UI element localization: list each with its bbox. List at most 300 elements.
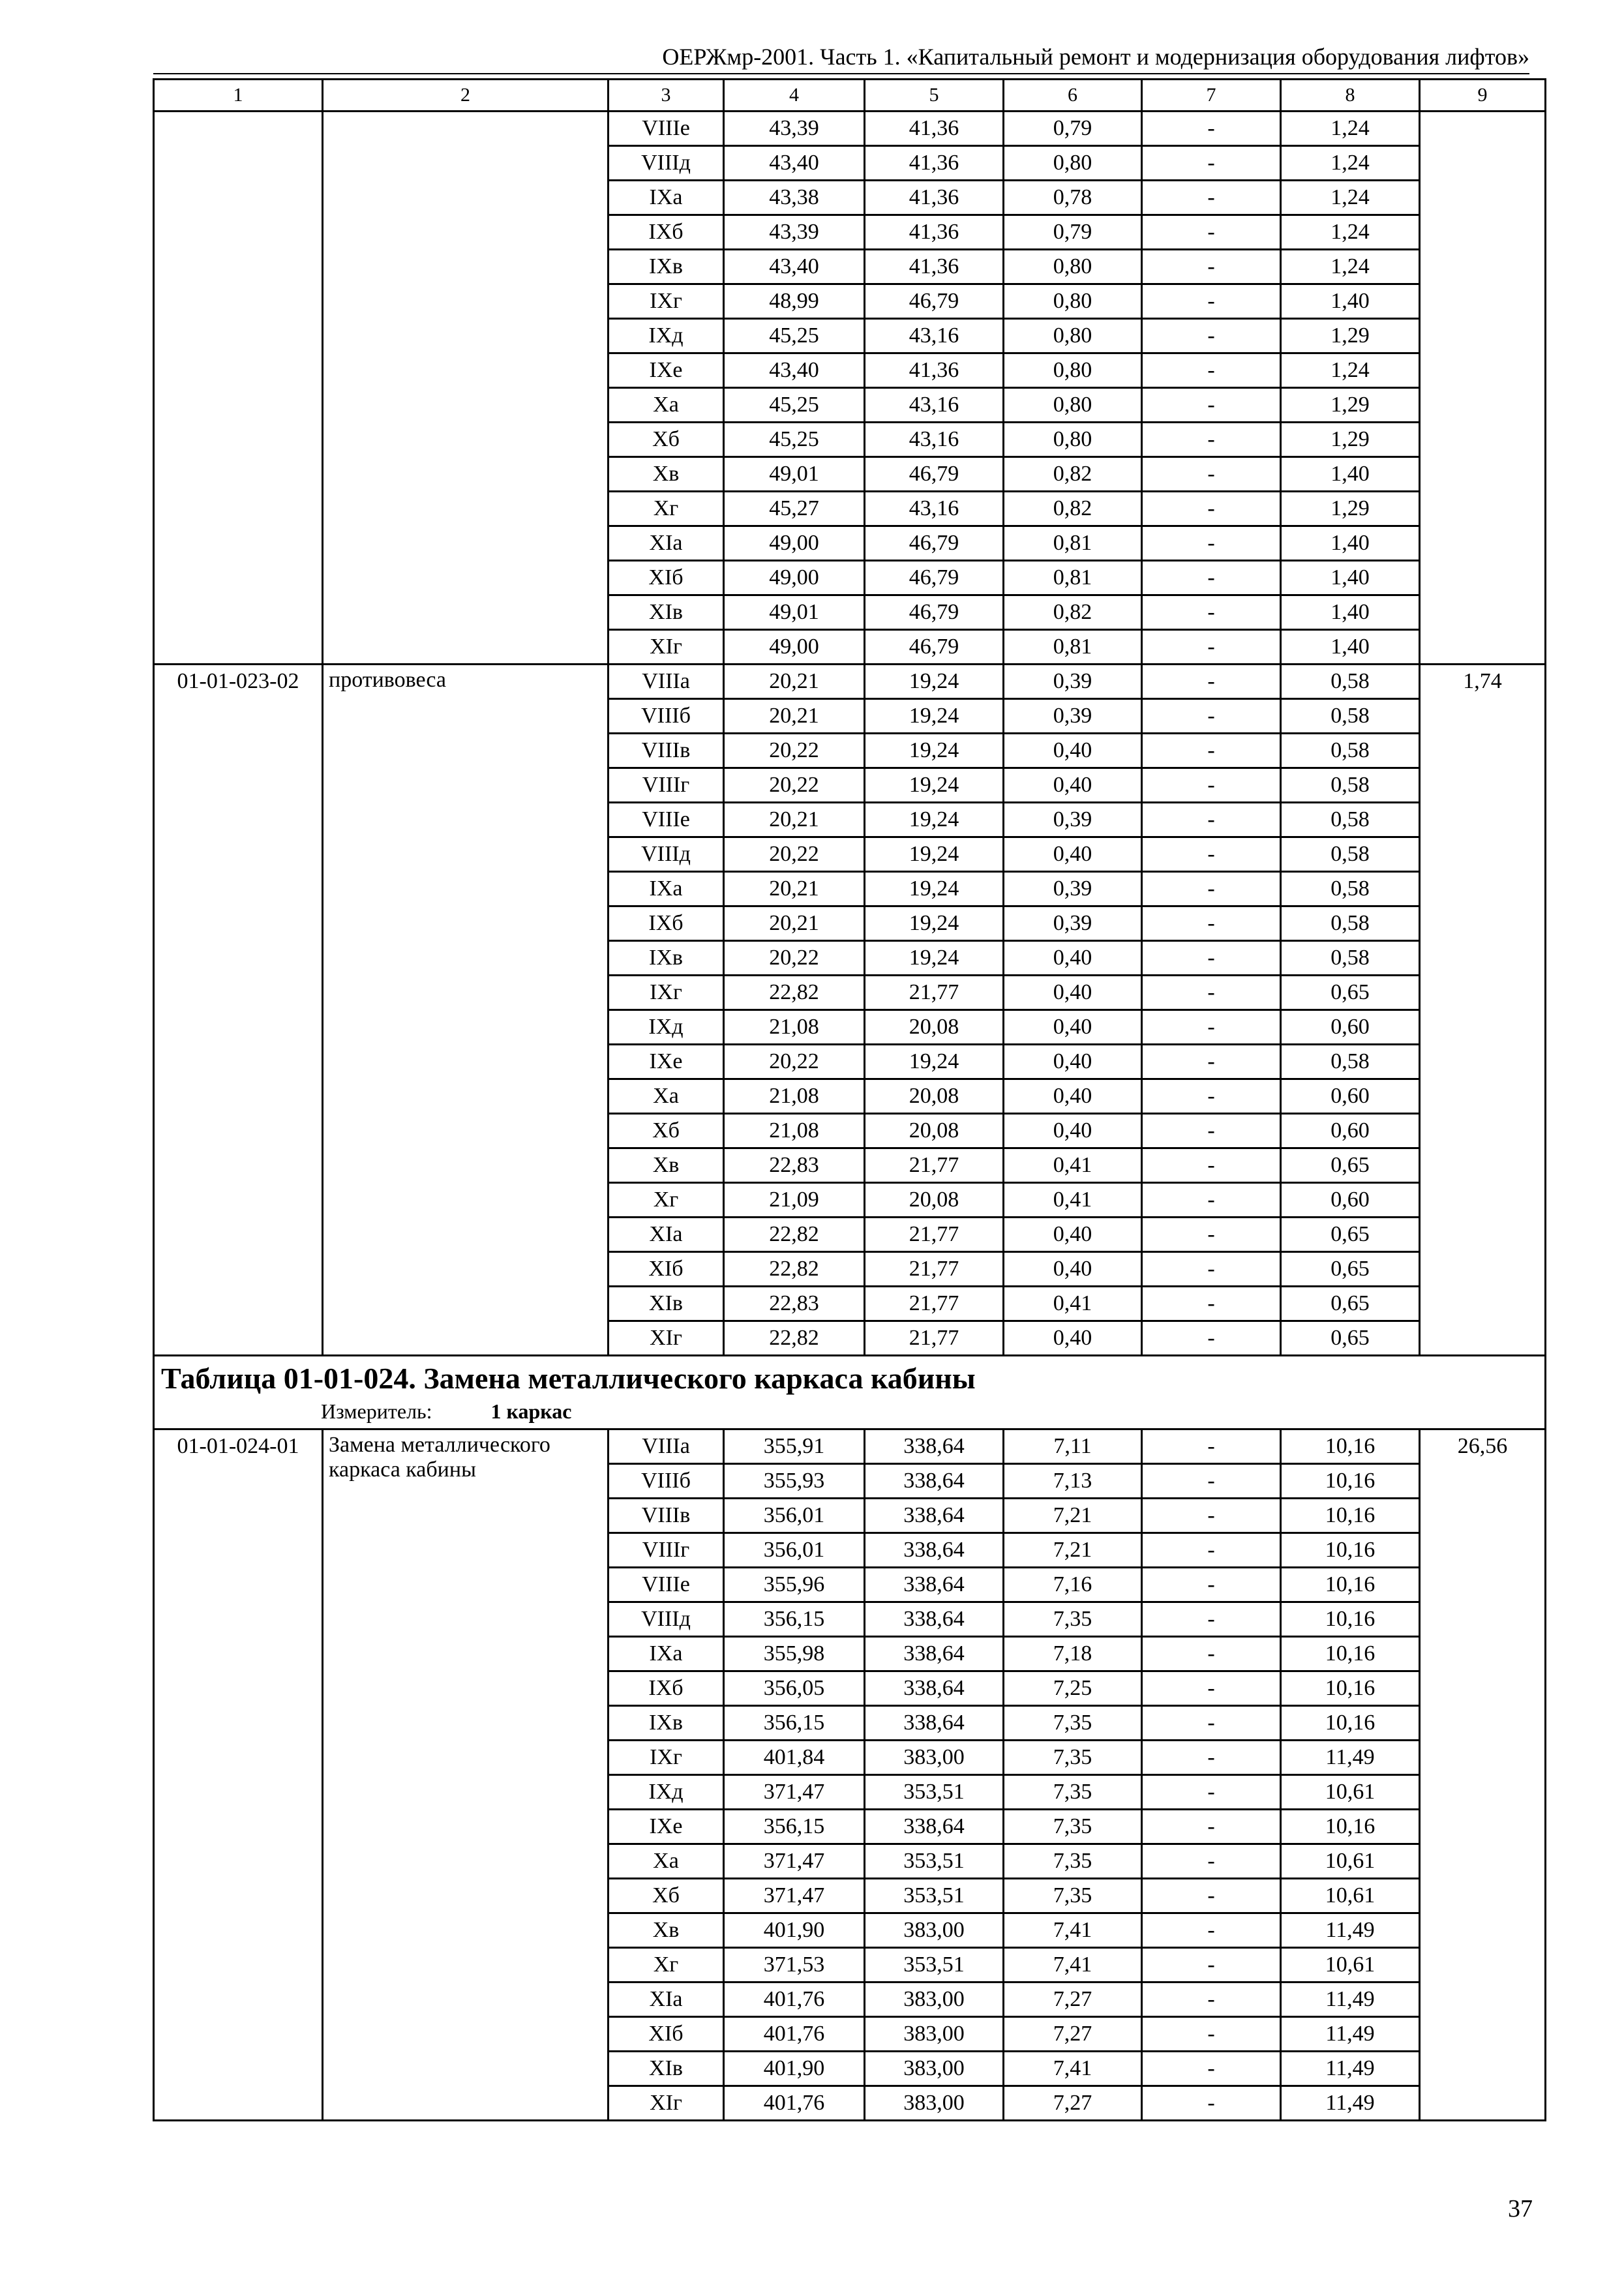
cell-zone: XIг (609, 2086, 724, 2121)
col-num: 9 (1420, 80, 1546, 112)
cell-zone: IXе (609, 1045, 724, 1079)
cell-total-cost: 20,22 (724, 768, 865, 803)
cell-labor: 10,16 (1281, 1637, 1420, 1671)
cell-wages: 21,77 (865, 1218, 1004, 1252)
cell-total-cost: 22,82 (724, 976, 865, 1010)
cell-wages: 353,51 (865, 1948, 1004, 1982)
cell-total-cost: 22,83 (724, 1148, 865, 1183)
section-header (154, 1356, 1546, 1429)
cell-machine-cost: 0,78 (1004, 181, 1142, 215)
cell-zone: XIв (609, 595, 724, 630)
cell-materials: - (1142, 872, 1281, 906)
cell-materials: - (1142, 1321, 1281, 1356)
cell-wages: 21,77 (865, 1252, 1004, 1287)
cell-wages: 338,64 (865, 1568, 1004, 1602)
cell-total-cost: 22,82 (724, 1321, 865, 1356)
cell-wages: 41,36 (865, 181, 1004, 215)
cell-machine-cost: 7,16 (1004, 1568, 1142, 1602)
cell-total-cost: 356,15 (724, 1706, 865, 1741)
work-name (323, 112, 609, 665)
cell-labor: 0,60 (1281, 1010, 1420, 1045)
cell-materials: - (1142, 457, 1281, 492)
cell-machine-cost: 0,82 (1004, 595, 1142, 630)
cell-total-cost: 355,96 (724, 1568, 865, 1602)
cell-labor: 10,16 (1281, 1706, 1420, 1741)
cell-zone: IXб (609, 1671, 724, 1706)
cell-total-cost: 355,98 (724, 1637, 865, 1671)
cell-total-cost: 49,00 (724, 526, 865, 561)
cell-total-cost: 371,47 (724, 1844, 865, 1879)
cell-machine-cost: 7,35 (1004, 1810, 1142, 1844)
cell-zone: XIв (609, 2052, 724, 2086)
cell-total-cost: 356,01 (724, 1499, 865, 1533)
cell-machine-cost: 7,11 (1004, 1429, 1142, 1464)
cell-materials: - (1142, 1879, 1281, 1913)
cell-wages: 20,08 (865, 1079, 1004, 1114)
cell-labor: 10,16 (1281, 1533, 1420, 1568)
cell-machine-cost: 0,80 (1004, 250, 1142, 284)
column-number-row (154, 80, 1546, 112)
cell-zone: VIIIв (609, 1499, 724, 1533)
cell-labor: 1,24 (1281, 250, 1420, 284)
cell-labor: 10,16 (1281, 1464, 1420, 1499)
cell-machine-cost: 0,39 (1004, 665, 1142, 699)
cell-materials: - (1142, 423, 1281, 457)
cell-zone: VIIIг (609, 768, 724, 803)
cell-labor: 11,49 (1281, 2052, 1420, 2086)
cell-machine-cost: 0,40 (1004, 1321, 1142, 1356)
cell-wages: 46,79 (865, 284, 1004, 319)
cell-total-cost: 20,22 (724, 941, 865, 976)
cell-wages: 338,64 (865, 1533, 1004, 1568)
cell-machine-cost: 0,40 (1004, 1218, 1142, 1252)
cell-total-cost: 20,22 (724, 734, 865, 768)
cell-wages: 383,00 (865, 1982, 1004, 2017)
cell-labor: 0,65 (1281, 1218, 1420, 1252)
cell-total-cost: 356,15 (724, 1810, 865, 1844)
cell-total-cost: 49,00 (724, 630, 865, 665)
cell-total-cost: 43,40 (724, 250, 865, 284)
cell-total-cost: 20,21 (724, 906, 865, 941)
cell-total-cost: 43,40 (724, 146, 865, 181)
cell-materials: - (1142, 1637, 1281, 1671)
cell-machine-cost: 7,25 (1004, 1671, 1142, 1706)
cell-zone: Xб (609, 1879, 724, 1913)
cell-labor: 0,58 (1281, 1045, 1420, 1079)
cell-total-cost: 48,99 (724, 284, 865, 319)
cell-wages: 41,36 (865, 112, 1004, 146)
cell-wages: 383,00 (865, 1913, 1004, 1948)
cell-wages: 20,08 (865, 1010, 1004, 1045)
cell-machine-cost: 0,40 (1004, 1114, 1142, 1148)
cell-materials: - (1142, 768, 1281, 803)
rate-code: 01-01-023-02 (154, 665, 323, 1356)
cell-wages: 21,77 (865, 1148, 1004, 1183)
cell-labor: 0,65 (1281, 1148, 1420, 1183)
cell-machine-cost: 0,41 (1004, 1287, 1142, 1321)
cell-materials: - (1142, 1045, 1281, 1079)
cell-zone: IXд (609, 1775, 724, 1810)
cell-labor: 10,16 (1281, 1671, 1420, 1706)
cell-wages: 338,64 (865, 1671, 1004, 1706)
cell-zone: IXа (609, 181, 724, 215)
cell-materials: - (1142, 1810, 1281, 1844)
cell-zone: IXв (609, 1706, 724, 1741)
cell-zone: IXд (609, 319, 724, 353)
meter-line (161, 1398, 1538, 1424)
cell-zone: Xа (609, 1079, 724, 1114)
cell-machine-cost: 0,81 (1004, 526, 1142, 561)
work-name: противовеса (323, 665, 609, 1356)
cell-machine-cost: 0,79 (1004, 215, 1142, 250)
cell-total-cost: 20,21 (724, 699, 865, 734)
meter-value: 1 каркас (490, 1399, 572, 1423)
cell-total-cost: 49,00 (724, 561, 865, 595)
cell-zone: VIIIа (609, 665, 724, 699)
cell-labor: 0,58 (1281, 734, 1420, 768)
cell-zone: XIг (609, 630, 724, 665)
cell-machine-cost: 0,40 (1004, 1045, 1142, 1079)
cell-zone: XIг (609, 1321, 724, 1356)
cell-wages: 383,00 (865, 2017, 1004, 2052)
cell-zone: IXб (609, 215, 724, 250)
cell-labor: 11,49 (1281, 1741, 1420, 1775)
cell-labor: 0,58 (1281, 941, 1420, 976)
col-num: 7 (1142, 80, 1281, 112)
cell-machine-cost: 7,27 (1004, 2086, 1142, 2121)
cell-wages: 353,51 (865, 1879, 1004, 1913)
cell-zone: IXв (609, 250, 724, 284)
cell-wages: 19,24 (865, 941, 1004, 976)
cell-machine-cost: 7,13 (1004, 1464, 1142, 1499)
cell-wages: 46,79 (865, 457, 1004, 492)
cell-materials: - (1142, 1114, 1281, 1148)
cell-machine-cost: 0,41 (1004, 1148, 1142, 1183)
cell-zone: IXг (609, 1741, 724, 1775)
cell-wages: 19,24 (865, 734, 1004, 768)
cell-total-cost: 21,08 (724, 1010, 865, 1045)
cell-materials: - (1142, 215, 1281, 250)
cell-wages: 43,16 (865, 492, 1004, 526)
cell-total-cost: 401,76 (724, 2086, 865, 2121)
cell-total-cost: 355,91 (724, 1429, 865, 1464)
cell-machine-cost: 7,35 (1004, 1706, 1142, 1741)
cell-total-cost: 43,39 (724, 215, 865, 250)
cell-labor: 0,58 (1281, 872, 1420, 906)
cell-wages: 46,79 (865, 561, 1004, 595)
cell-materials: - (1142, 1948, 1281, 1982)
cell-wages: 41,36 (865, 250, 1004, 284)
cell-total-cost: 45,25 (724, 388, 865, 423)
cell-total-cost: 401,84 (724, 1741, 865, 1775)
cell-materials: - (1142, 526, 1281, 561)
cell-machine-cost: 7,21 (1004, 1499, 1142, 1533)
cell-total-cost: 49,01 (724, 595, 865, 630)
cell-total-cost: 43,39 (724, 112, 865, 146)
cell-labor: 1,29 (1281, 492, 1420, 526)
cell-materials: - (1142, 146, 1281, 181)
cell-materials: - (1142, 906, 1281, 941)
cell-zone: XIб (609, 2017, 724, 2052)
cell-materials: - (1142, 1499, 1281, 1533)
col-num: 4 (724, 80, 865, 112)
cell-total-cost: 20,22 (724, 837, 865, 872)
cell-materials: - (1142, 181, 1281, 215)
cell-wages: 19,24 (865, 665, 1004, 699)
cell-total-cost: 20,22 (724, 1045, 865, 1079)
cell-wages: 338,64 (865, 1810, 1004, 1844)
cell-wages: 338,64 (865, 1602, 1004, 1637)
cell-materials: - (1142, 112, 1281, 146)
table-row (154, 665, 1546, 699)
cell-wages: 383,00 (865, 1741, 1004, 1775)
rates-table (153, 78, 1546, 2121)
col-num: 2 (323, 80, 609, 112)
cell-materials: - (1142, 1568, 1281, 1602)
cell-wages: 19,24 (865, 1045, 1004, 1079)
cell-materials: - (1142, 1148, 1281, 1183)
cell-wages: 338,64 (865, 1637, 1004, 1671)
cell-materials: - (1142, 1741, 1281, 1775)
cell-total-cost: 401,76 (724, 1982, 865, 2017)
cell-machine-cost: 7,35 (1004, 1602, 1142, 1637)
cell-labor: 1,24 (1281, 215, 1420, 250)
cell-materials: - (1142, 1183, 1281, 1218)
cell-total-cost: 356,15 (724, 1602, 865, 1637)
cell-materials: - (1142, 250, 1281, 284)
table-row (154, 1429, 1546, 1464)
cell-labor: 10,16 (1281, 1429, 1420, 1464)
cell-machine-cost: 0,80 (1004, 423, 1142, 457)
cell-total-cost: 401,90 (724, 2052, 865, 2086)
cell-materials: - (1142, 2017, 1281, 2052)
cell-machine-cost: 0,81 (1004, 630, 1142, 665)
cell-wages: 338,64 (865, 1429, 1004, 1464)
cell-total-cost: 371,47 (724, 1879, 865, 1913)
cell-materials: - (1142, 1706, 1281, 1741)
cell-wages: 43,16 (865, 319, 1004, 353)
cell-materials: - (1142, 353, 1281, 388)
cell-total-cost: 45,27 (724, 492, 865, 526)
cell-machine-cost: 0,39 (1004, 872, 1142, 906)
cell-labor: 0,60 (1281, 1079, 1420, 1114)
cell-wages: 21,77 (865, 976, 1004, 1010)
cell-materials: - (1142, 319, 1281, 353)
cell-labor: 0,65 (1281, 976, 1420, 1010)
cell-labor: 0,58 (1281, 665, 1420, 699)
col-num: 6 (1004, 80, 1142, 112)
cell-materials: - (1142, 1982, 1281, 2017)
cell-zone: IXг (609, 976, 724, 1010)
cell-zone: Xа (609, 1844, 724, 1879)
cell-machine-cost: 7,35 (1004, 1879, 1142, 1913)
cell-total-cost: 22,82 (724, 1252, 865, 1287)
cell-materials: - (1142, 630, 1281, 665)
cell-materials: - (1142, 388, 1281, 423)
cell-machine-cost: 0,82 (1004, 457, 1142, 492)
cell-materials: - (1142, 941, 1281, 976)
cell-materials: - (1142, 1429, 1281, 1464)
cell-wages: 41,36 (865, 215, 1004, 250)
cell-zone: Xг (609, 1948, 724, 1982)
cell-zone: XIа (609, 1218, 724, 1252)
cell-materials: - (1142, 561, 1281, 595)
cell-labor: 0,65 (1281, 1252, 1420, 1287)
cell-materials: - (1142, 1671, 1281, 1706)
col-num: 5 (865, 80, 1004, 112)
cell-machine-cost: 0,81 (1004, 561, 1142, 595)
cell-materials: - (1142, 2052, 1281, 2086)
cell-zone: VIIIе (609, 803, 724, 837)
cell-total-cost: 20,21 (724, 872, 865, 906)
cell-machine-cost: 0,40 (1004, 1252, 1142, 1287)
cell-wages: 353,51 (865, 1844, 1004, 1879)
cell-machine-cost: 0,39 (1004, 906, 1142, 941)
cell-total-cost: 401,76 (724, 2017, 865, 2052)
cell-total-cost: 43,40 (724, 353, 865, 388)
cell-machine-cost: 0,40 (1004, 1010, 1142, 1045)
cell-machine-cost: 0,80 (1004, 146, 1142, 181)
cell-wages: 43,16 (865, 388, 1004, 423)
cell-total-cost: 20,21 (724, 803, 865, 837)
cell-machine-cost: 7,27 (1004, 2017, 1142, 2052)
cell-labor: 0,58 (1281, 699, 1420, 734)
cell-labor: 1,29 (1281, 388, 1420, 423)
cell-zone: VIIIд (609, 1602, 724, 1637)
cell-zone: Xв (609, 457, 724, 492)
cell-materials: - (1142, 1252, 1281, 1287)
cell-labor: 10,61 (1281, 1775, 1420, 1810)
cell-materials: - (1142, 976, 1281, 1010)
cell-zone: IXв (609, 941, 724, 976)
cell-labor: 0,60 (1281, 1183, 1420, 1218)
cell-machine-cost: 0,40 (1004, 734, 1142, 768)
cell-zone: VIIIе (609, 1568, 724, 1602)
cell-machine-cost: 7,41 (1004, 1913, 1142, 1948)
cell-zone: VIIIд (609, 146, 724, 181)
cell-labor: 1,24 (1281, 353, 1420, 388)
cell-materials: - (1142, 2086, 1281, 2121)
cell-zone: XIб (609, 561, 724, 595)
cell-machine-cost: 0,79 (1004, 112, 1142, 146)
cell-wages: 338,64 (865, 1464, 1004, 1499)
cell-zone: VIIIб (609, 699, 724, 734)
cell-machine-cost: 0,40 (1004, 768, 1142, 803)
meter-label: Измеритель: (321, 1399, 432, 1423)
cell-wages: 41,36 (865, 146, 1004, 181)
cell-zone: Xг (609, 1183, 724, 1218)
cell-zone: XIв (609, 1287, 724, 1321)
cell-wages: 19,24 (865, 768, 1004, 803)
cell-total-cost: 21,09 (724, 1183, 865, 1218)
col-num: 1 (154, 80, 323, 112)
cell-zone: IXд (609, 1010, 724, 1045)
cell-labor: 0,58 (1281, 768, 1420, 803)
cell-labor: 0,58 (1281, 906, 1420, 941)
cell-total-cost: 20,21 (724, 665, 865, 699)
cell-machine-cost: 0,40 (1004, 941, 1142, 976)
cell-total-cost: 371,47 (724, 1775, 865, 1810)
cell-labor: 1,24 (1281, 112, 1420, 146)
cell-wages: 46,79 (865, 630, 1004, 665)
cell-machine-cost: 0,40 (1004, 837, 1142, 872)
cell-total-cost: 21,08 (724, 1079, 865, 1114)
cell-labor: 11,49 (1281, 2017, 1420, 2052)
labor-total: 26,56 (1420, 1429, 1546, 2121)
cell-labor: 1,29 (1281, 319, 1420, 353)
cell-zone: Xб (609, 1114, 724, 1148)
cell-materials: - (1142, 1844, 1281, 1879)
cell-materials: - (1142, 1533, 1281, 1568)
cell-wages: 21,77 (865, 1287, 1004, 1321)
cell-machine-cost: 0,39 (1004, 699, 1142, 734)
cell-materials: - (1142, 1218, 1281, 1252)
cell-labor: 11,49 (1281, 1982, 1420, 2017)
cell-materials: - (1142, 803, 1281, 837)
cell-zone: IXг (609, 284, 724, 319)
cell-materials: - (1142, 1464, 1281, 1499)
cell-wages: 383,00 (865, 2086, 1004, 2121)
cell-materials: - (1142, 837, 1281, 872)
page-number: 37 (1508, 2195, 1533, 2222)
cell-materials: - (1142, 1913, 1281, 1948)
cell-materials: - (1142, 1010, 1281, 1045)
cell-machine-cost: 7,35 (1004, 1775, 1142, 1810)
cell-machine-cost: 7,21 (1004, 1533, 1142, 1568)
cell-wages: 46,79 (865, 526, 1004, 561)
col-num: 8 (1281, 80, 1420, 112)
cell-labor: 0,60 (1281, 1114, 1420, 1148)
cell-total-cost: 22,83 (724, 1287, 865, 1321)
cell-labor: 0,58 (1281, 803, 1420, 837)
cell-wages: 43,16 (865, 423, 1004, 457)
cell-labor: 11,49 (1281, 2086, 1420, 2121)
cell-labor: 11,49 (1281, 1913, 1420, 1948)
cell-labor: 1,40 (1281, 284, 1420, 319)
cell-labor: 10,61 (1281, 1948, 1420, 1982)
cell-labor: 0,65 (1281, 1287, 1420, 1321)
labor-total (1420, 112, 1546, 665)
cell-labor: 0,58 (1281, 837, 1420, 872)
cell-zone: IXе (609, 1810, 724, 1844)
cell-labor: 10,16 (1281, 1568, 1420, 1602)
cell-total-cost: 49,01 (724, 457, 865, 492)
cell-labor: 10,16 (1281, 1499, 1420, 1533)
rate-code (154, 112, 323, 665)
cell-labor: 10,16 (1281, 1810, 1420, 1844)
cell-zone: VIIIб (609, 1464, 724, 1499)
cell-wages: 19,24 (865, 699, 1004, 734)
cell-total-cost: 43,38 (724, 181, 865, 215)
cell-machine-cost: 0,80 (1004, 319, 1142, 353)
cell-total-cost: 371,53 (724, 1948, 865, 1982)
cell-labor: 1,40 (1281, 561, 1420, 595)
cell-total-cost: 45,25 (724, 319, 865, 353)
cell-zone: IXе (609, 353, 724, 388)
cell-materials: - (1142, 1775, 1281, 1810)
table-row (154, 112, 1546, 146)
cell-wages: 20,08 (865, 1183, 1004, 1218)
cell-zone: Xг (609, 492, 724, 526)
cell-zone: IXб (609, 906, 724, 941)
cell-labor: 1,40 (1281, 630, 1420, 665)
cell-zone: IXа (609, 872, 724, 906)
cell-materials: - (1142, 492, 1281, 526)
cell-wages: 41,36 (865, 353, 1004, 388)
cell-wages: 21,77 (865, 1321, 1004, 1356)
cell-labor: 1,29 (1281, 423, 1420, 457)
cell-materials: - (1142, 1602, 1281, 1637)
